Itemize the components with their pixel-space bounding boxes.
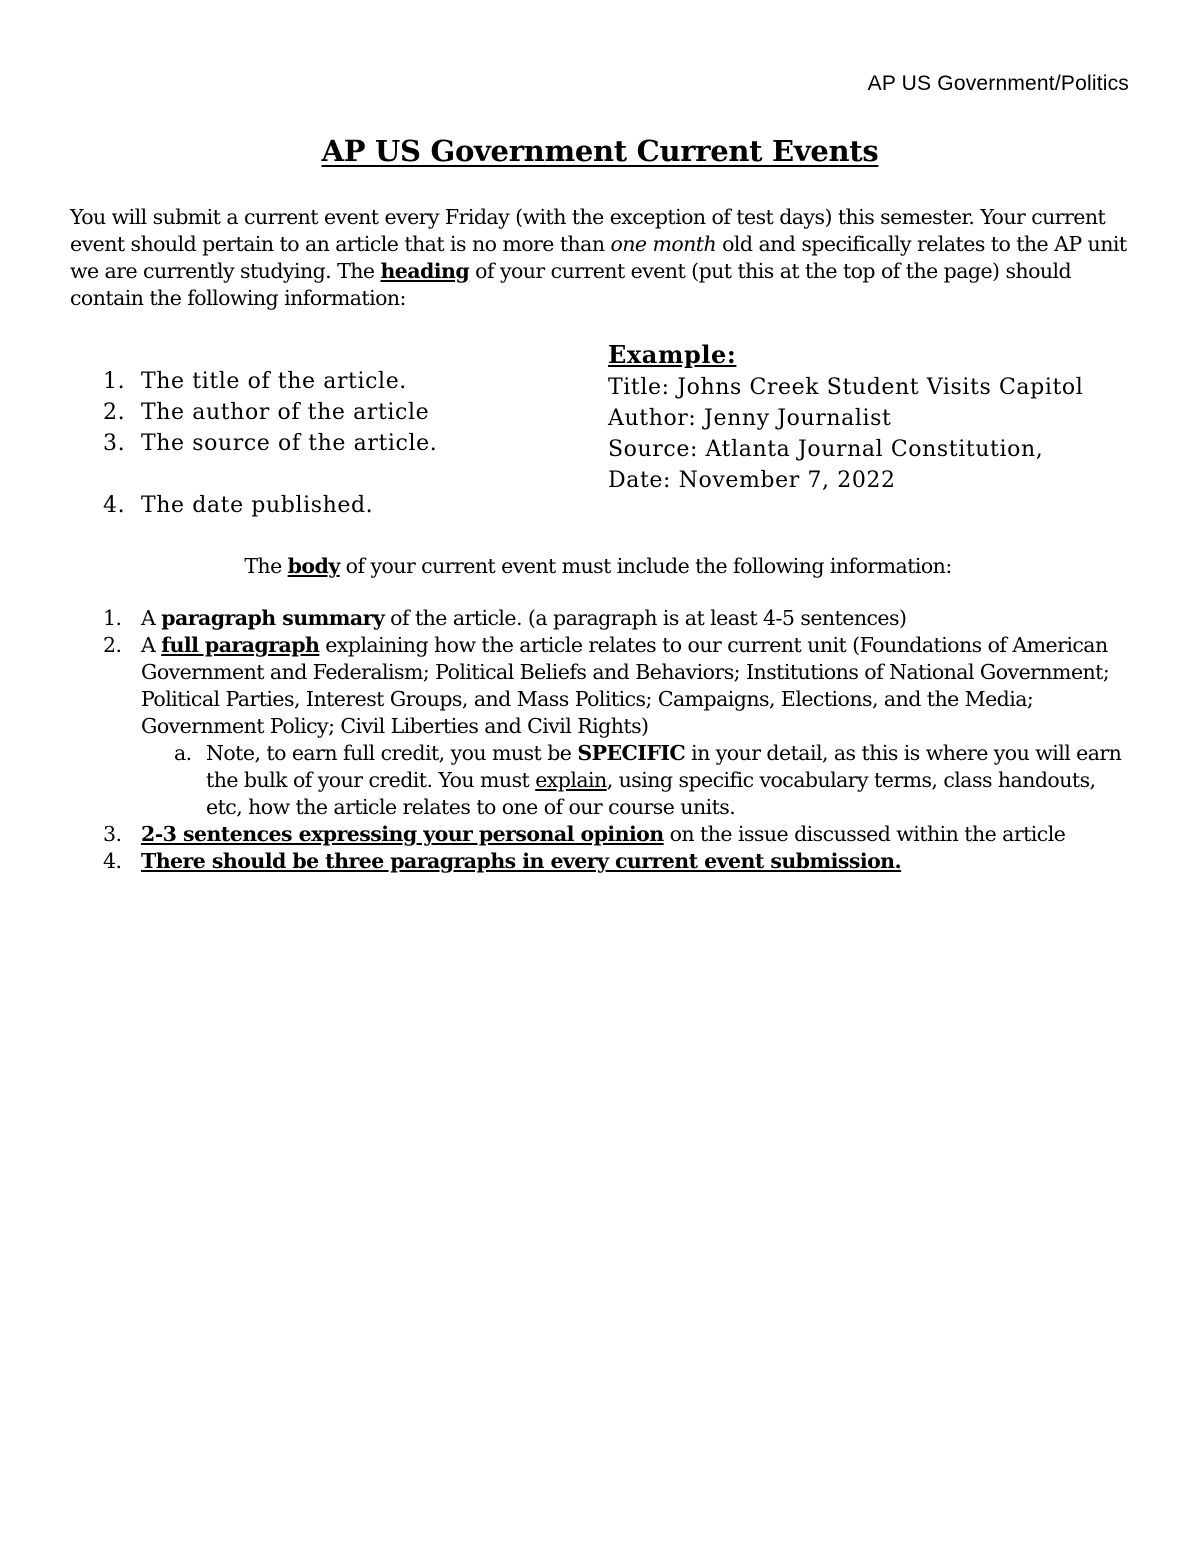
example-block bbox=[608, 338, 1083, 496]
example-author-line: Author: Jenny Journalist bbox=[608, 406, 892, 431]
example-date-line: Date: November 7, 2022 bbox=[608, 468, 896, 493]
item-text: of the article. (a paragraph is at least 4-5 sentences) bbox=[384, 606, 907, 630]
list-item bbox=[103, 632, 1133, 821]
example-heading: Example: bbox=[608, 340, 737, 369]
item-underlined-text: explain bbox=[535, 768, 607, 792]
body-intro-text-1: The bbox=[244, 554, 288, 578]
intro-paragraph bbox=[70, 204, 1130, 312]
list-number: 2. bbox=[103, 633, 122, 657]
list-number: 2. bbox=[103, 400, 126, 425]
list-item bbox=[103, 821, 1133, 848]
item-bold-underlined-text: full paragraph bbox=[161, 633, 320, 657]
list-item-text: The title of the article. bbox=[141, 369, 407, 394]
item-text: A bbox=[141, 633, 162, 657]
example-title-line: Title: Johns Creek Student Visits Capitol bbox=[608, 375, 1084, 400]
item-text: , using specific vocabulary terms, class handouts, etc, how the article relates to one of our course units. bbox=[206, 768, 1096, 819]
intro-text-1: You will submit a current event every Friday (with the exception of test days) this semester. Your current event should pertain to an article that is no more than bbox=[70, 205, 1106, 256]
sub-list-item bbox=[174, 740, 1133, 821]
intro-heading-keyword: heading bbox=[380, 259, 470, 283]
running-header: AP US Government/Politics bbox=[867, 72, 1129, 95]
intro-text-3: of your current event (put this at the top of the page) should contain the following information: bbox=[70, 259, 1072, 310]
body-intro-line bbox=[0, 553, 1200, 580]
example-source-line: Source: Atlanta Journal Constitution, bbox=[608, 437, 1044, 462]
list-number: 1. bbox=[103, 606, 122, 630]
body-intro-text-2: of your current event must include the following information: bbox=[339, 554, 952, 578]
list-item bbox=[103, 490, 437, 521]
body-keyword: body bbox=[287, 554, 340, 578]
list-item bbox=[103, 397, 437, 428]
list-number: 1. bbox=[103, 369, 126, 394]
item-bold-underlined-text: 2-3 sentences expressing your personal opinion bbox=[141, 822, 664, 846]
body-requirements-list bbox=[103, 605, 1133, 875]
list-item-text: The author of the article bbox=[141, 400, 430, 425]
list-number: 4. bbox=[103, 493, 126, 518]
list-number: 3. bbox=[103, 822, 122, 846]
list-item bbox=[103, 848, 1133, 875]
sub-list-letter: a. bbox=[174, 741, 192, 765]
heading-requirements-list bbox=[103, 366, 437, 521]
item-text: in your detail, as this is where you will earn the bulk of your credit. You must bbox=[206, 741, 1122, 792]
list-number: 3. bbox=[103, 431, 126, 456]
list-number: 4. bbox=[103, 849, 122, 873]
item-text: explaining how the article relates to our current unit (Foundations of American Government and Federalism; Political Beliefs and Behaviors; Institutions of National Government; Political Parties, Interest Groups, and Mass Politics; Campaigns, Elections, and the Media; Government Policy; Civil Liberties and Civil Rights) bbox=[141, 633, 1110, 738]
item-text: Note, to earn full credit, you must be bbox=[206, 741, 578, 765]
sub-list bbox=[141, 740, 1133, 821]
list-item bbox=[103, 366, 437, 397]
list-item-text: The source of the article. bbox=[141, 431, 438, 456]
item-text: A bbox=[141, 606, 162, 630]
intro-emphasis: one month bbox=[610, 232, 717, 256]
list-item bbox=[103, 428, 437, 459]
document-title: AP US Government Current Events bbox=[321, 134, 879, 168]
list-item bbox=[103, 605, 1133, 632]
item-bold-text: SPECIFIC bbox=[577, 741, 686, 765]
item-text: on the issue discussed within the article bbox=[663, 822, 1066, 846]
list-item-text: The date published. bbox=[141, 493, 374, 518]
intro-text-2: old and specifically relates to the AP unit we are currently studying. The bbox=[70, 232, 1127, 283]
item-bold-underlined-text: There should be three paragraphs in every current event submission. bbox=[141, 849, 902, 873]
item-bold-text: paragraph summary bbox=[161, 606, 385, 630]
